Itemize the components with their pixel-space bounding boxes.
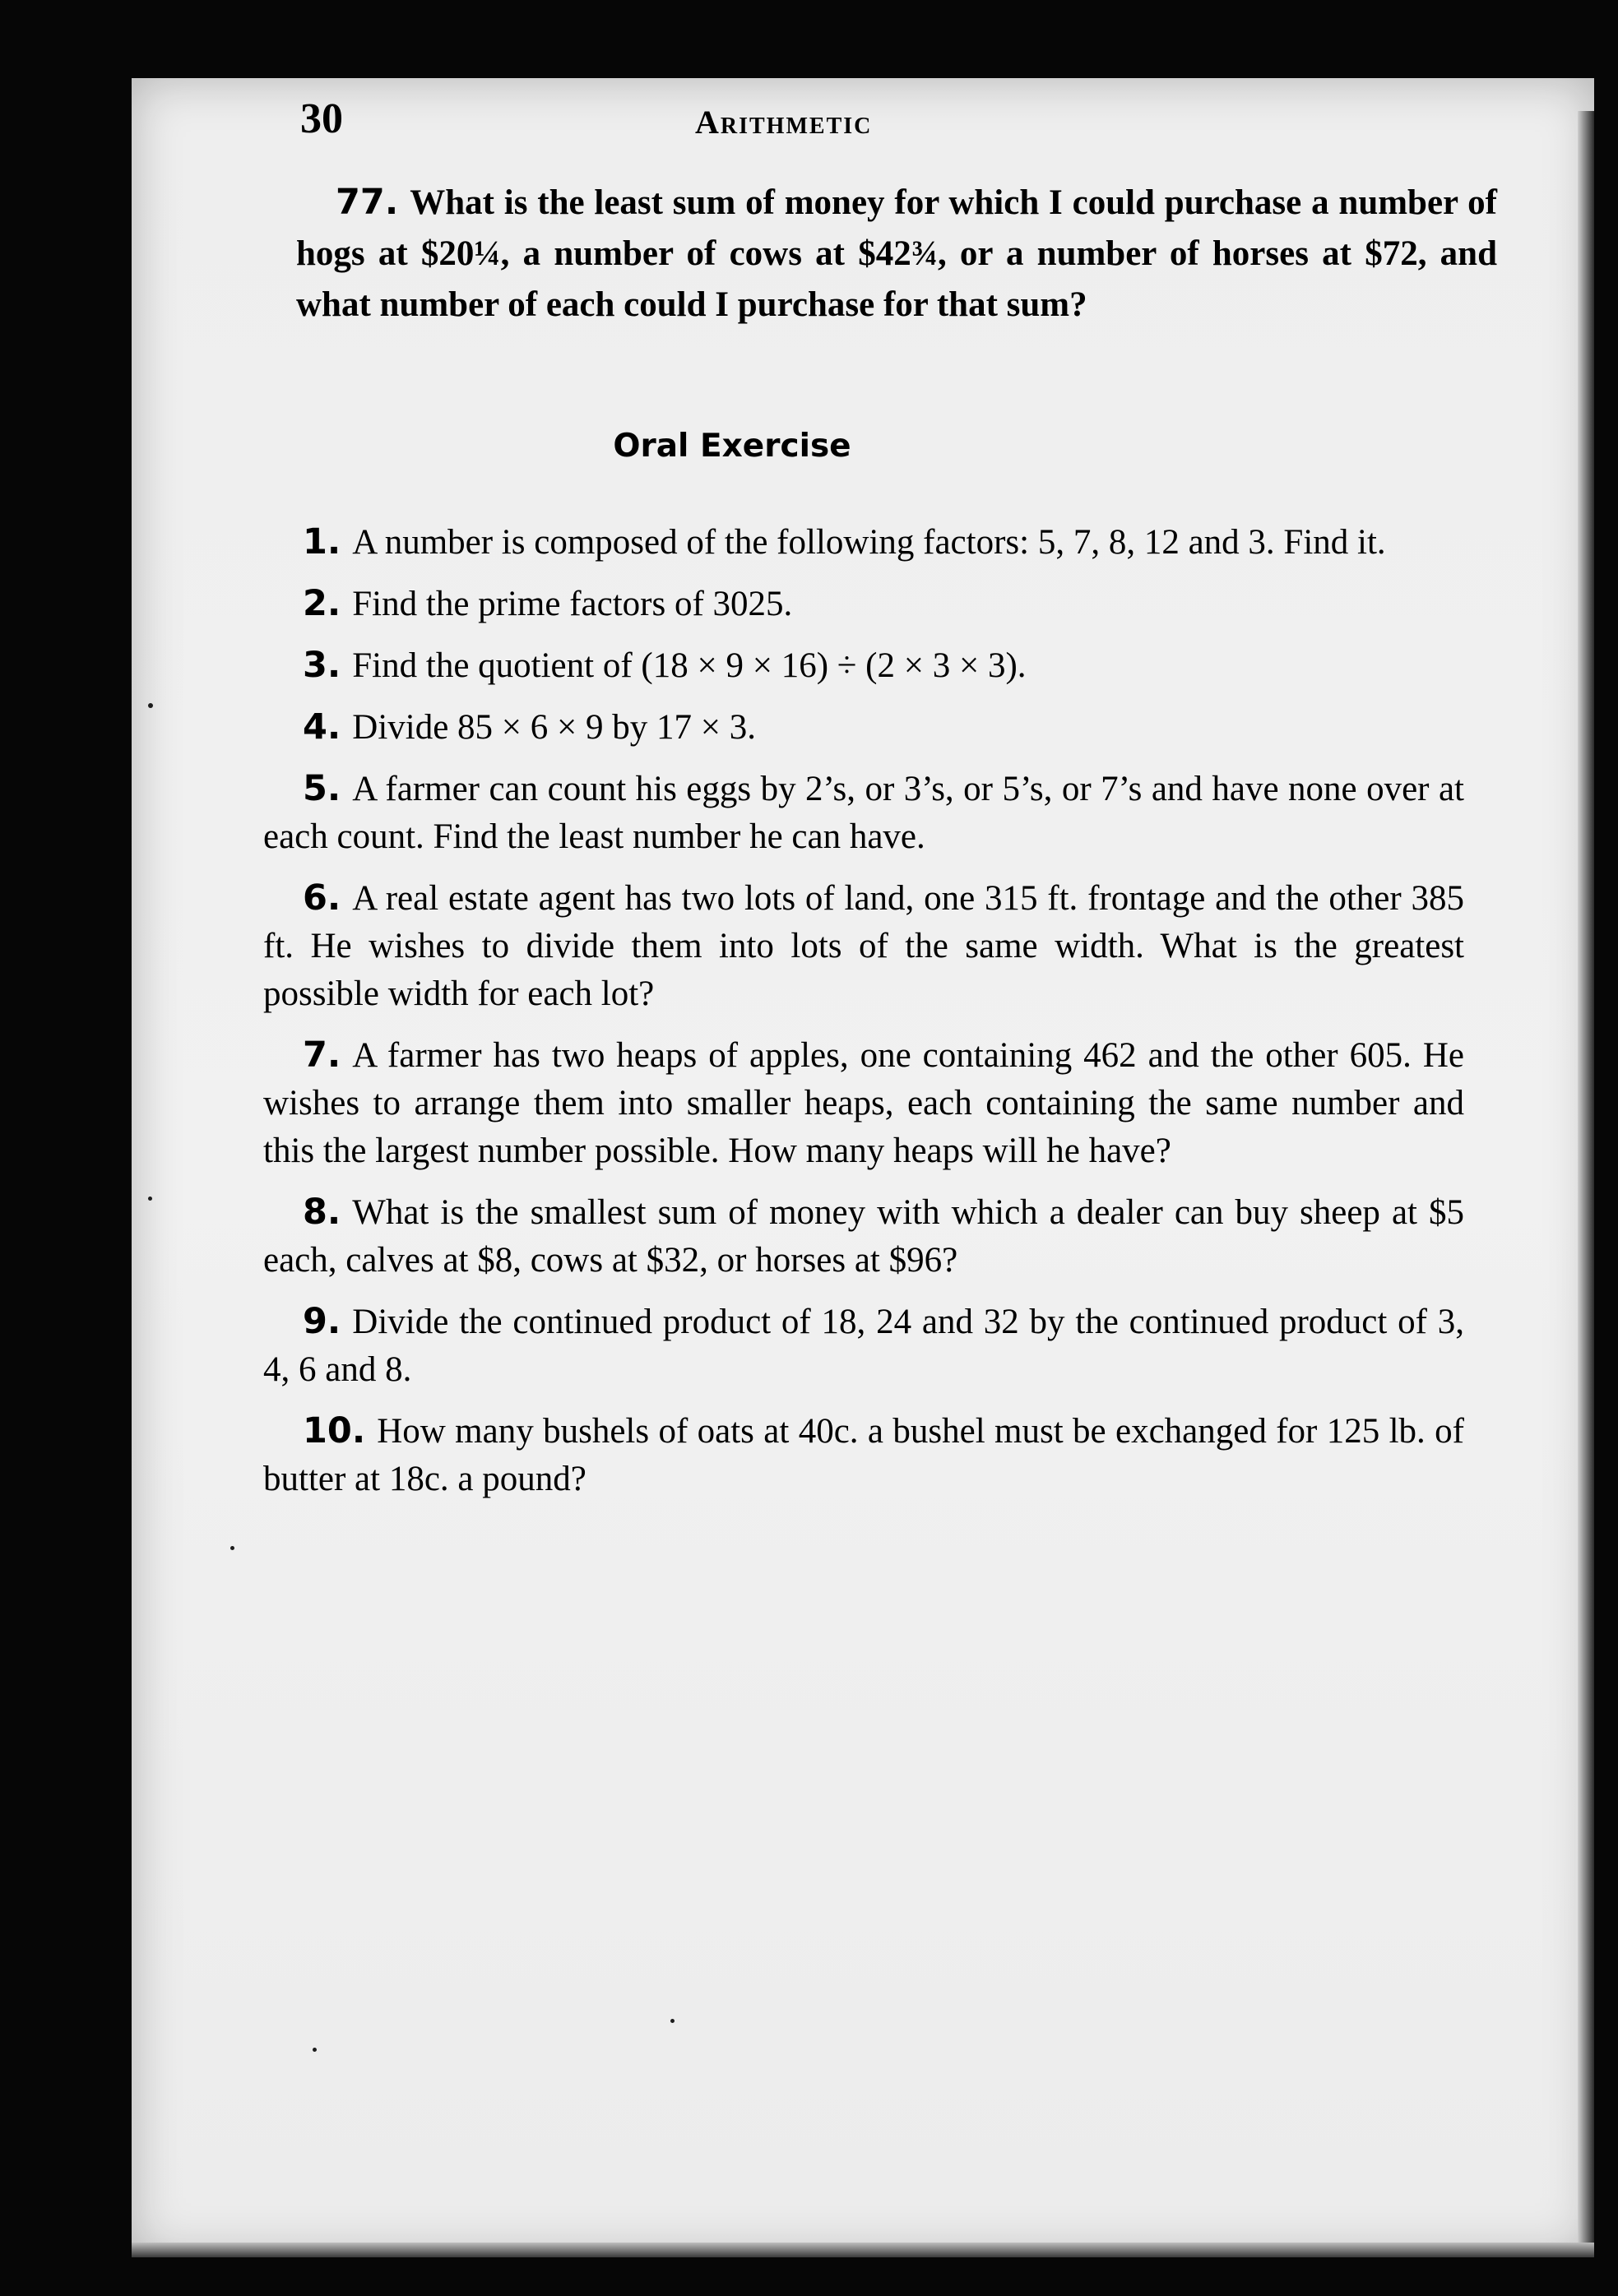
problem-77 — [296, 177, 1497, 331]
exercise-number: 1. — [303, 521, 341, 562]
scan-speck — [230, 1546, 234, 1550]
exercise-item-1 — [263, 518, 1464, 567]
scan-speck — [313, 2048, 317, 2052]
exercise-text: What is the smallest sum of money with which a dealer can buy sheep at $5 each, calves at $8, cows at $32, or horses at $96? — [263, 1193, 1464, 1280]
exercise-text: Divide the continued product of 18, 24 and 32 by the continued product of 3, 4, 6 and 8. — [263, 1303, 1464, 1389]
exercise-number: 8. — [303, 1192, 341, 1233]
exercise-text: A farmer can count his eggs by 2’s, or 3’s, or 5’s, or 7’s and have none over at each count. Find the least number he can have. — [263, 770, 1464, 856]
exercise-text: How many bushels of oats at 40c. a bushel must be exchanged for 125 lb. of butter at 18c. a pound? — [263, 1412, 1464, 1498]
problem-text: What is the least sum of money for which I could purchase a number of hogs at $20¼, a number of cows at $42¾, or a number of horses at $72, and what number of each could I purchase for that sum? — [296, 183, 1497, 324]
page-header — [132, 78, 1594, 152]
exercise-text: Divide 85 × 6 × 9 by 17 × 3. — [352, 708, 757, 747]
exercise-text: Find the quotient of (18 × 9 × 16) ÷ (2 × 3 × 3). — [352, 646, 1027, 685]
scan-speck — [148, 703, 153, 708]
exercise-text: A real estate agent has two lots of land, one 315 ft. frontage and the other 385 ft. He wishes to divide them into lots of the same width. What is the greatest possible width for each lot? — [263, 879, 1464, 1013]
page-edge-shadow — [1578, 111, 1594, 2249]
page-number: 30 — [300, 95, 343, 142]
exercise-number: 5. — [303, 768, 341, 809]
exercise-text: A number is composed of the following factors: 5, 7, 8, 12 and 3. Find it. — [352, 523, 1386, 562]
exercise-list — [263, 518, 1464, 1516]
section-heading: Oral Exercise — [613, 428, 851, 465]
book-page — [132, 78, 1594, 2257]
exercise-item-4 — [263, 703, 1464, 752]
exercise-text: A farmer has two heaps of apples, one containing 462 and the other 605. He wishes to arrange them into smaller heaps, each containing the same number and this the largest number possible. How many heaps will he have? — [263, 1036, 1464, 1170]
exercise-text: Find the prime factors of 3025. — [352, 585, 793, 623]
exercise-item-10 — [263, 1407, 1464, 1503]
exercise-number: 7. — [303, 1035, 341, 1076]
scan-speck — [670, 2019, 675, 2023]
exercise-item-2 — [263, 580, 1464, 628]
exercise-number: 6. — [303, 877, 341, 919]
exercise-number: 10. — [303, 1410, 366, 1451]
exercise-number: 9. — [303, 1301, 341, 1342]
exercise-item-3 — [263, 641, 1464, 690]
problem-number: 77. — [336, 182, 399, 223]
exercise-item-6 — [263, 874, 1464, 1018]
exercise-item-8 — [263, 1188, 1464, 1285]
running-head: Arithmetic — [695, 104, 873, 141]
exercise-item-7 — [263, 1031, 1464, 1175]
page-bottom-shadow — [132, 2243, 1594, 2257]
exercise-item-9 — [263, 1298, 1464, 1394]
exercise-number: 2. — [303, 583, 341, 624]
exercise-item-5 — [263, 765, 1464, 861]
exercise-number: 3. — [303, 645, 341, 686]
scan-speck — [148, 1197, 152, 1201]
exercise-number: 4. — [303, 706, 341, 748]
